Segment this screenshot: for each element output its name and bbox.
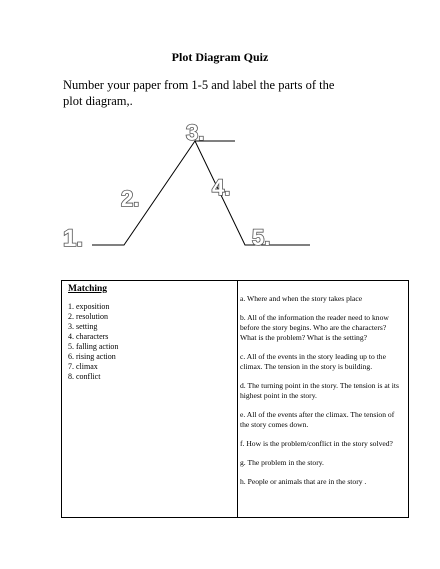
term-item: 6. rising action bbox=[68, 352, 116, 361]
label-2: 2. bbox=[121, 186, 140, 211]
matching-heading: Matching bbox=[68, 284, 108, 294]
label-1: 1. bbox=[63, 225, 84, 252]
definition-item: a. Where and when the story takes place bbox=[240, 294, 363, 303]
term-item: 4. characters bbox=[68, 332, 109, 341]
definitions-column bbox=[240, 294, 402, 496]
terms-column bbox=[68, 284, 233, 382]
term-item: 3. setting bbox=[68, 322, 98, 331]
page-title: Plot Diagram Quiz bbox=[171, 50, 269, 64]
definition-item: d. The turning point in the story. The tension is at its highest point in the story. bbox=[240, 381, 399, 400]
term-item: 5. falling action bbox=[68, 342, 119, 351]
definition-item: b. All of the information the reader need to know before the story begins. Who are the characters? What is the problem? What is the setting? bbox=[240, 313, 389, 342]
definition-item: f. How is the problem/conflict in the story solved? bbox=[240, 439, 393, 448]
label-4: 4. bbox=[212, 175, 231, 200]
term-item: 8. conflict bbox=[68, 372, 101, 381]
definition-item: g. The problem in the story. bbox=[240, 458, 324, 467]
term-item: 7. climax bbox=[68, 362, 98, 371]
term-item: 2. resolution bbox=[68, 312, 108, 321]
instructions: Number your paper from 1-5 and label the parts of the plot diagram,. bbox=[63, 78, 335, 108]
definition-item: h. People or animals that are in the story . bbox=[240, 477, 367, 486]
table-divider bbox=[237, 281, 238, 517]
term-item: 1. exposition bbox=[68, 302, 110, 311]
definition-item: c. All of the events in the story leading up to the climax. The tension in the story is building. bbox=[240, 352, 386, 371]
matching-table bbox=[61, 280, 409, 518]
definition-item: e. All of the events after the climax. The tension of the story comes down. bbox=[240, 410, 395, 429]
label-3: 3. bbox=[186, 120, 205, 145]
label-5: 5. bbox=[252, 225, 271, 250]
